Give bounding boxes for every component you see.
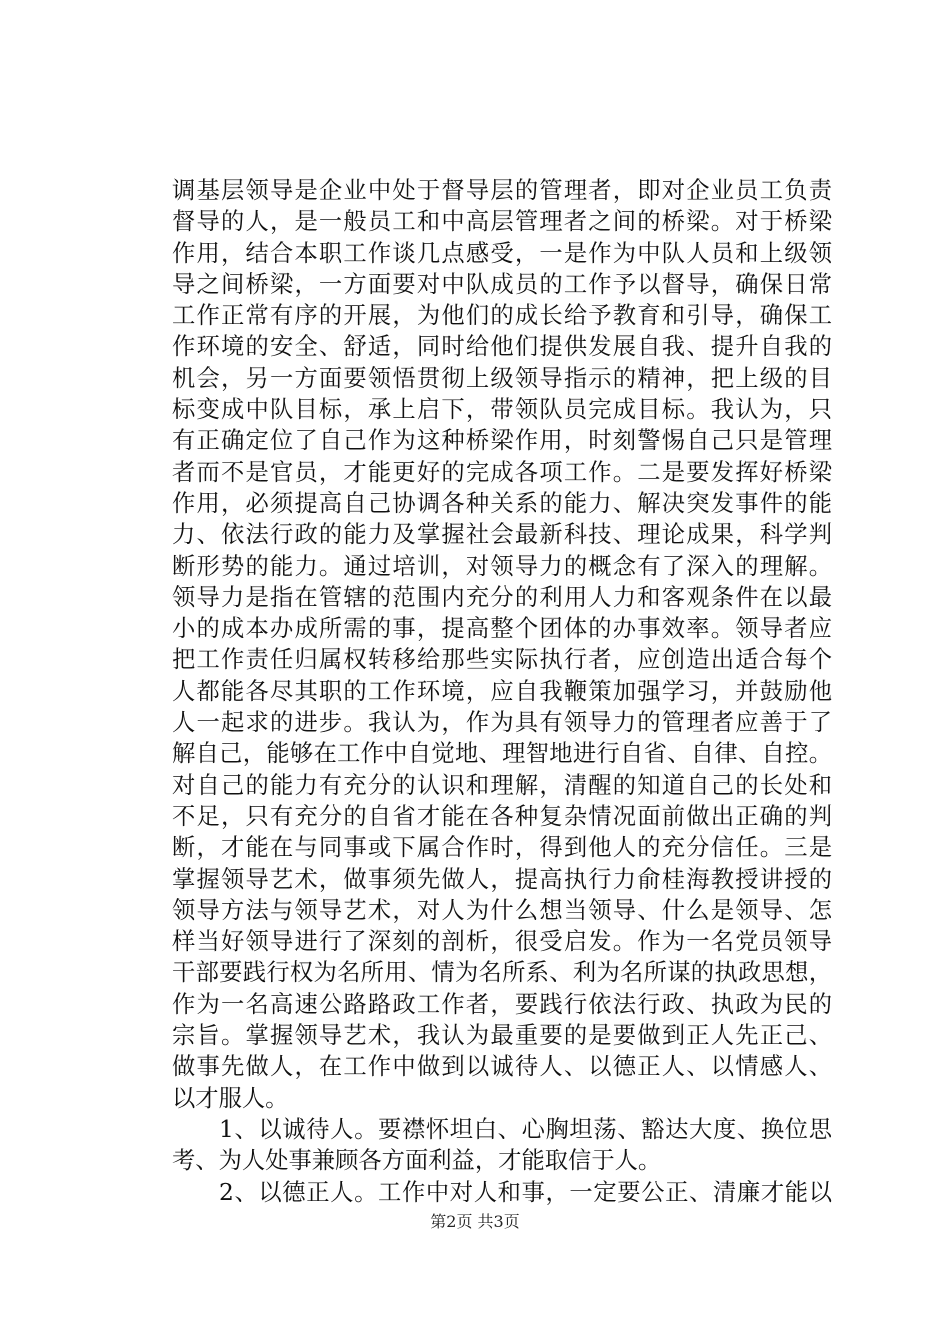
text-line: 断，才能在与同事或下属合作时，得到他人的充分信任。三是 [172,834,832,862]
text-line: 机会，另一方面要领悟贯彻上级领导指示的精神，把上级的目 [172,364,832,392]
text-line: 以才服人。 [172,1084,289,1112]
text-line: 干部要践行权为名所用、情为名所系、利为名所谋的执政思想， [172,959,832,987]
text-line: 者而不是官员，才能更好的完成各项工作。二是要发挥好桥梁 [172,458,832,486]
text-line: 督导的人，是一般员工和中高层管理者之间的桥梁。对于桥梁 [172,208,832,236]
text-line: 1、以诚待人。要襟怀坦白、心胸坦荡、豁达大度、换位思 [219,1115,832,1143]
text-line: 有正确定位了自己作为这种桥梁作用，时刻警惕自己只是管理 [172,427,832,455]
text-line: 作用，结合本职工作谈几点感受，一是作为中队人员和上级领 [172,239,832,267]
text-line: 人一起求的进步。我认为，作为具有领导力的管理者应善于了 [172,709,832,737]
text-line: 掌握领导艺术，做事须先做人，提高执行力俞桂海教授讲授的 [172,865,832,893]
text-line: 人都能各尽其职的工作环境，应自我鞭策加强学习，并鼓励他 [172,677,832,705]
text-line: 工作正常有序的开展，为他们的成长给予教育和引导，确保工 [172,302,832,330]
text-line: 调基层领导是企业中处于督导层的管理者，即对企业员工负责 [172,177,832,204]
text-line: 标变成中队目标，承上启下，带领队员完成目标。我认为，只 [172,396,832,424]
text-line: 把工作责任归属权转移给那些实际执行者，应创造出适合每个 [172,646,832,674]
text-line: 考、为人处事兼顾各方面利益，才能取信于人。 [172,1147,662,1175]
text-line: 力、依法行政的能力及掌握社会最新科技、理论成果，科学判 [172,521,832,549]
text-line: 作用，必须提高自己协调各种关系的能力、解决突发事件的能 [172,489,832,517]
text-line: 作为一名高速公路路政工作者，要践行依法行政、执政为民的 [172,990,832,1018]
text-line: 解自己，能够在工作中自觉地、理智地进行自省、自律、自控。 [172,740,832,768]
text-line: 领导力是指在管辖的范围内充分的利用人力和客观条件在以最 [172,583,832,611]
text-line: 作环境的安全、舒适，同时给他们提供发展自我、提升自我的 [172,333,832,361]
text-line: 样当好领导进行了深刻的剖析，很受启发。作为一名党员领导 [172,928,832,956]
body-text [172,175,832,1208]
text-line: 断形势的能力。通过培训，对领导力的概念有了深入的理解。 [172,552,832,580]
page-footer: 第2页 共3页 [430,1212,520,1231]
text-line: 做事先做人，在工作中做到以诚待人、以德正人、以情感人、 [172,1053,832,1081]
text-line: 不足，只有充分的自省才能在各种复杂情况面前做出正确的判 [172,802,832,830]
text-line: 对自己的能力有充分的认识和理解，清醒的知道自己的长处和 [172,771,832,799]
text-line: 2、以德正人。工作中对人和事，一定要公正、清廉才能以 [219,1178,832,1206]
text-line: 领导方法与领导艺术，对人为什么想当领导、什么是领导、怎 [172,896,832,924]
text-line: 宗旨。掌握领导艺术，我认为最重要的是要做到正人先正己、 [172,1022,832,1050]
text-line: 导之间桥梁，一方面要对中队成员的工作予以督导，确保日常 [172,270,832,298]
text-line: 小的成本办成所需的事，提高整个团体的办事效率。领导者应 [172,615,832,643]
